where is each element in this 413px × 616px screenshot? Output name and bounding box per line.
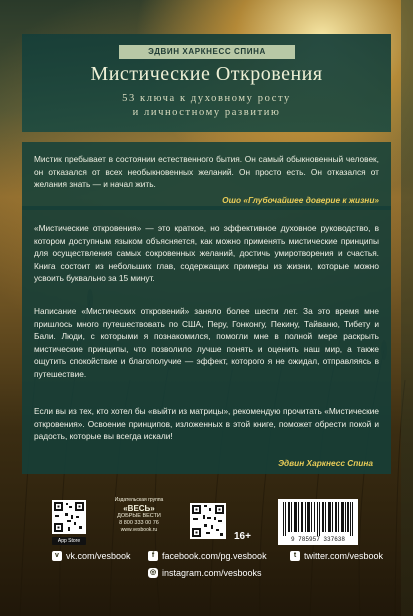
vk-icon: v [52, 551, 62, 561]
subtitle-line-1: 53 ключа к духовному росту [122, 93, 291, 104]
publisher-name: «ВЕСЬ» [123, 504, 155, 513]
vk-url[interactable]: vk.com/vesbook [66, 551, 131, 561]
social-link-instagram[interactable] [148, 568, 262, 578]
isbn-number: 9 785957 337638 [290, 536, 345, 543]
description-paragraph-2: Написание «Мистических откровений» заняло более шести лет. За это время мне пришлось много путешествовать по США, Перу, Гонконгу, Пекину, Тайваню, Тибету и Бали. Люди, с которыми я познакомился, помогли мне в полной мере раскрыть мистические принципы, что позволило лучше понять и оценить наш мир, а также ощутить спокойствие и благополучие — эффект, которого я не ожидал, отправляясь в путешествие. [34, 306, 379, 379]
epigraph-text: Мистик пребывает в состоянии естественного бытия. Он самый обыкновенный человек, он отказался от всех необыкновенных желаний. Он просто есть. Он отказался от желания знать — и начал жить. [34, 154, 379, 189]
publisher-phone: 8 800 333 00 76 [119, 520, 159, 526]
instagram-url[interactable]: instagram.com/vesbooks [162, 568, 262, 578]
age-rating: 16+ [234, 531, 251, 542]
publisher-logo [104, 497, 174, 549]
subtitle-line-2: и личностному развитию [132, 107, 281, 118]
social-link-facebook[interactable] [148, 551, 267, 561]
qr-code-app-icon [52, 500, 86, 534]
facebook-url[interactable]: facebook.com/pg.vesbook [162, 551, 267, 561]
description-paragraph-3: Если вы из тех, кто хотел бы «выйти из матрицы», рекомендую прочитать «Мистические откровения». Освоение принципов, изложенных в этой книге, поможет обрести покой и радость, которые вы всегда искали! [34, 406, 379, 442]
author-signature: Эдвин Харкнесс Спина [278, 458, 373, 468]
publisher-group-label: Издательская группа [114, 497, 164, 503]
social-link-twitter[interactable] [290, 551, 383, 561]
facebook-icon: f [148, 551, 158, 561]
barcode-icon [283, 502, 353, 536]
publisher-slogan: ДОБРЫЕ ВЕСТИ [117, 513, 161, 519]
social-link-vk[interactable] [52, 551, 131, 561]
author-bar [119, 45, 295, 59]
spine-edge [401, 0, 413, 616]
publisher-website: www.vesbook.ru [120, 527, 158, 533]
author-name: ЭДВИН ХАРКНЕСС СПИНА [148, 47, 266, 56]
description-paragraph-1: «Мистические откровения» — это краткое, но эффективное духовное руководство, в котором доступным языком объясняется, как можно применять мистические принципы для осуществления самых сокровенных желаний, достичь умиротворения и счастья. Книга состоит из небольших глав, содержащих примеры из жизни, которые можно усвоить буквально за 15 минут. [34, 223, 379, 284]
book-subtitle [22, 92, 391, 120]
qr-code-icon [190, 503, 226, 539]
epigraph-attribution: Ошо «Глубочайшее доверие к жизни» [222, 195, 379, 205]
twitter-url[interactable]: twitter.com/vesbook [304, 551, 384, 561]
instagram-icon: ◎ [149, 569, 157, 576]
app-store-badge[interactable]: App Store [52, 537, 86, 545]
book-title: Мистические Откровения [90, 63, 323, 85]
twitter-icon: t [290, 551, 300, 561]
